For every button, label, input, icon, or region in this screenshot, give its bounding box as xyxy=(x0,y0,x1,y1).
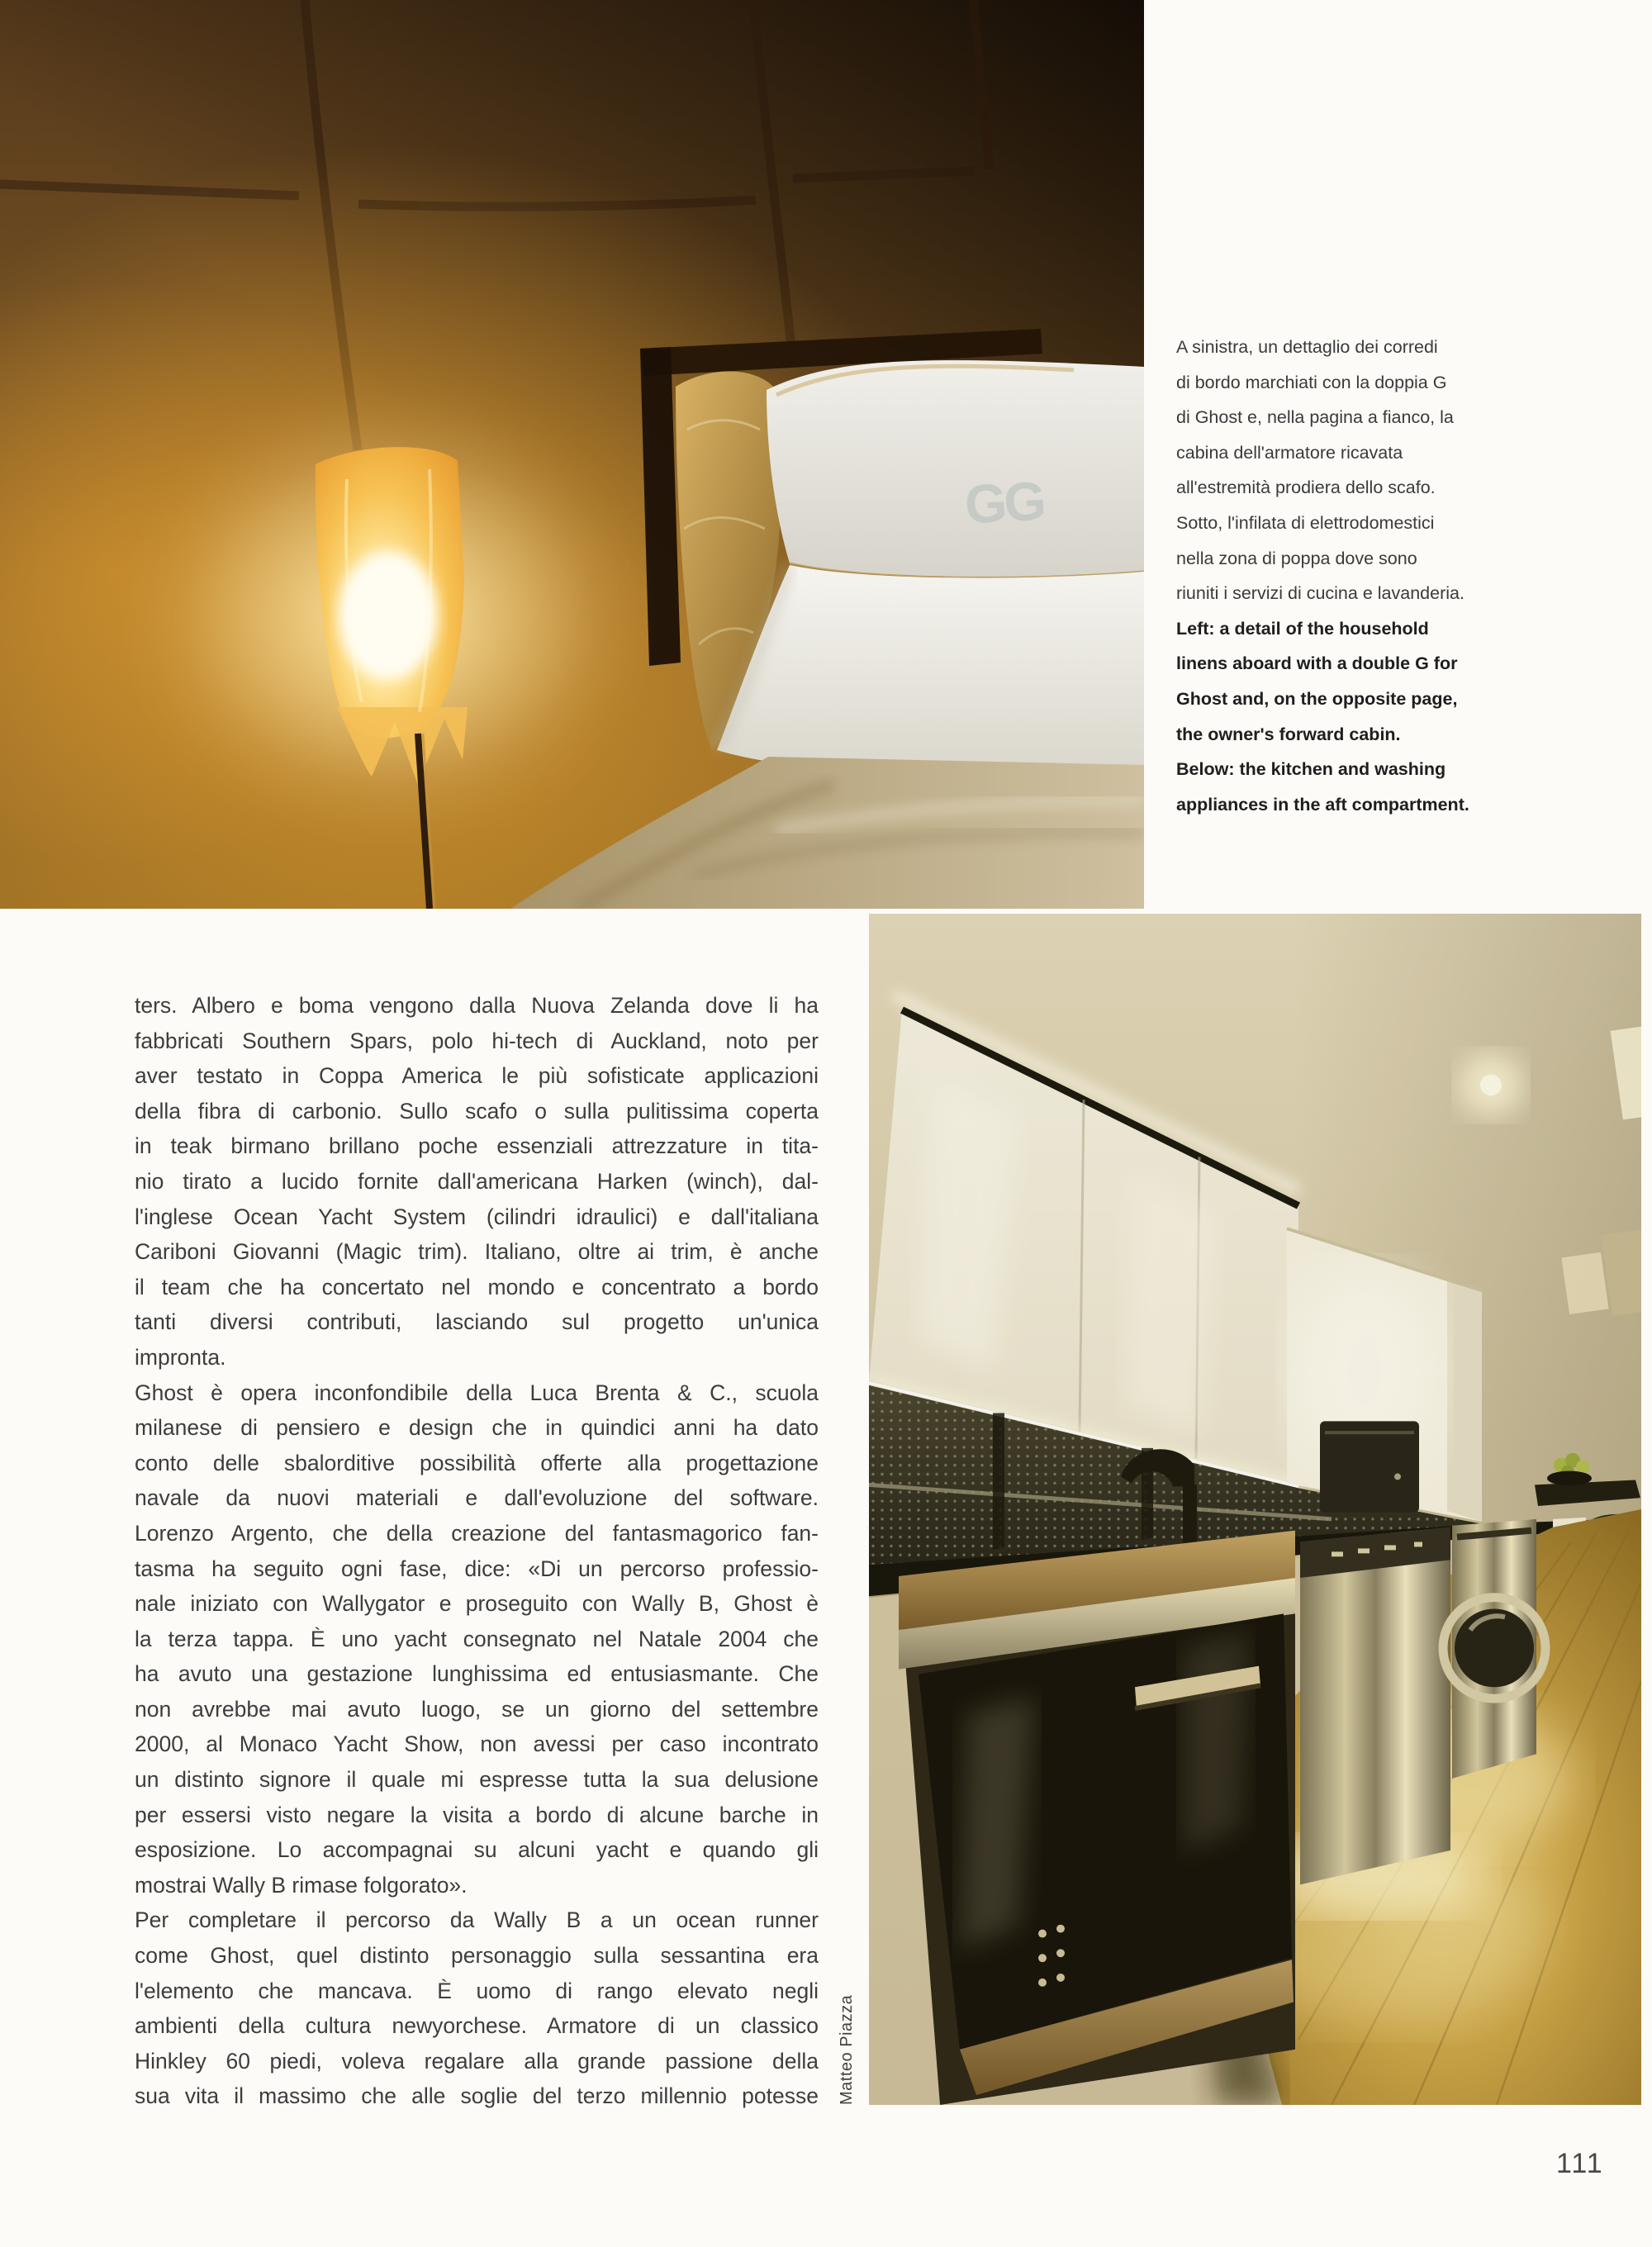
caption-line: Ghost and, on the opposite page, xyxy=(1176,688,1458,709)
body-text-line: tasma ha seguito ogni fase, dice: «Di un percorso professio- xyxy=(135,1556,819,1581)
body-text-line: per essersi visto negare la visita a bordo di alcune barche in xyxy=(135,1802,819,1827)
lamp-bulb-glow xyxy=(339,551,438,680)
caption-line: linens aboard with a double G for xyxy=(1176,653,1458,674)
body-text-line: in teak birmano brillano poche essenziali attrezzature in tita- xyxy=(135,1133,819,1159)
caption-italian xyxy=(1176,330,1644,611)
body-text-line: l'elemento che mancava. È uomo di rango elevato negli xyxy=(135,1978,819,2003)
body-text-line: tanti diversi contributi, lasciando sul progetto un'unica xyxy=(135,1309,819,1335)
photo-caption xyxy=(1176,330,1644,822)
caption-line: riuniti i servizi di cucina e lavanderia. xyxy=(1176,583,1464,604)
body-text-line: aver testato in Coppa America le più sofisticate applicazioni xyxy=(135,1063,819,1089)
body-text-line: della fibra di carbonio. Sullo scafo o sulla pulitissima coperta xyxy=(135,1098,819,1124)
body-text-line: un distinto signore il quale mi espresse tutta la sua delusione xyxy=(135,1767,819,1793)
caption-english xyxy=(1176,611,1644,823)
body-text-line: nale iniziato con Wallygator e proseguito con Wally B, Ghost è xyxy=(135,1591,819,1617)
body-text-line: milanese di pensiero e design che in quindici anni ha dato xyxy=(135,1415,819,1441)
caption-line: appliances in the aft compartment. xyxy=(1176,794,1469,815)
body-text-line: come Ghost, quel distinto personaggio sulla sessantina era xyxy=(135,1943,819,1969)
caption-line: di Ghost e, nella pagina a fianco, la xyxy=(1176,407,1454,428)
body-text-line: nio tirato a lucido fornite dall'americana Harken (winch), dal- xyxy=(135,1168,819,1194)
body-text-line: navale da nuovi materiali e dall'evoluzione del software. xyxy=(135,1485,819,1511)
body-text-line: Per completare il percorso da Wally B a un ocean runner xyxy=(135,1907,819,1933)
body-text-line: 2000, al Monaco Yacht Show, non avessi per caso incontrato xyxy=(135,1732,819,1757)
caption-line: Left: a detail of the household xyxy=(1176,618,1429,639)
caption-line: cabina dell'armatore ricavata xyxy=(1176,442,1403,463)
body-text-line: mostrai Wally B rimase folgorato». xyxy=(135,1872,468,1898)
caption-line: all'estremità prodiera dello scafo. xyxy=(1176,477,1436,498)
body-text-line: Cariboni Giovanni (Magic trim). Italiano, oltre ai trim, è anche xyxy=(135,1239,819,1265)
caption-line: Sotto, l'infilata di elettrodomestici xyxy=(1176,512,1435,533)
body-text-line: ha avuto una gestazione lunghissima ed entusiasmante. Che xyxy=(135,1661,819,1687)
bedroom-photo-art xyxy=(0,0,1144,909)
body-text-line: la terza tappa. È uno yacht consegnato nel Natale 2004 che xyxy=(135,1626,819,1651)
kitchen-photo-art xyxy=(869,914,1641,2105)
caption-line: di bordo marchiati con la doppia G xyxy=(1176,372,1447,392)
photo-credit: Matteo Piazza xyxy=(838,1994,856,2105)
caption-line: nella zona di poppa dove sono xyxy=(1176,548,1417,568)
body-text-line: Lorenzo Argento, che della creazione del fantasmagorico fan- xyxy=(135,1520,819,1546)
body-text-line: Hinkley 60 piedi, voleva regalare alla grande passione della xyxy=(135,2048,819,2074)
gg-monogram: GG xyxy=(963,469,1045,535)
pillows xyxy=(676,360,1144,773)
bedroom-photo xyxy=(0,0,1144,909)
caption-line: the owner's forward cabin. xyxy=(1176,724,1401,744)
body-text-line: ambienti della cultura newyorchese. Armatore di un classico xyxy=(135,2013,819,2039)
body-text-line: impronta. xyxy=(135,1344,226,1370)
body-text-line: esposizione. Lo accompagnai su alcuni yacht e quando gli xyxy=(135,1837,819,1863)
body-text-line: il team che ha concertato nel mondo e concentrato a bordo xyxy=(135,1274,819,1299)
article-body xyxy=(135,988,819,2114)
body-text-line: conto delle sbalorditive possibilità offerte alla progettazione xyxy=(135,1450,819,1475)
caption-line: A sinistra, un dettaglio dei corredi xyxy=(1176,337,1438,357)
page-number: 111 xyxy=(1556,2148,1604,2179)
body-text-line: ters. Albero e boma vengono dalla Nuova Zelanda dove li ha xyxy=(135,993,819,1018)
body-text-line: non avrebbe mai avuto luogo, se un giorno del settembre xyxy=(135,1696,819,1722)
body-text-line: l'inglese Ocean Yacht System (cilindri idraulici) e dall'italiana xyxy=(135,1204,819,1229)
body-text-line: Ghost è opera inconfondibile della Luca Brenta & C., scuola xyxy=(135,1380,819,1405)
body-text-line: sua vita il massimo che alle soglie del terzo millennio potesse xyxy=(135,2083,819,2109)
kitchen-photo xyxy=(869,914,1641,2105)
caption-line: Below: the kitchen and washing xyxy=(1176,759,1446,780)
body-text-line: fabbricati Southern Spars, polo hi-tech di Auckland, noto per xyxy=(135,1028,819,1053)
warm-cast xyxy=(869,914,1641,2105)
